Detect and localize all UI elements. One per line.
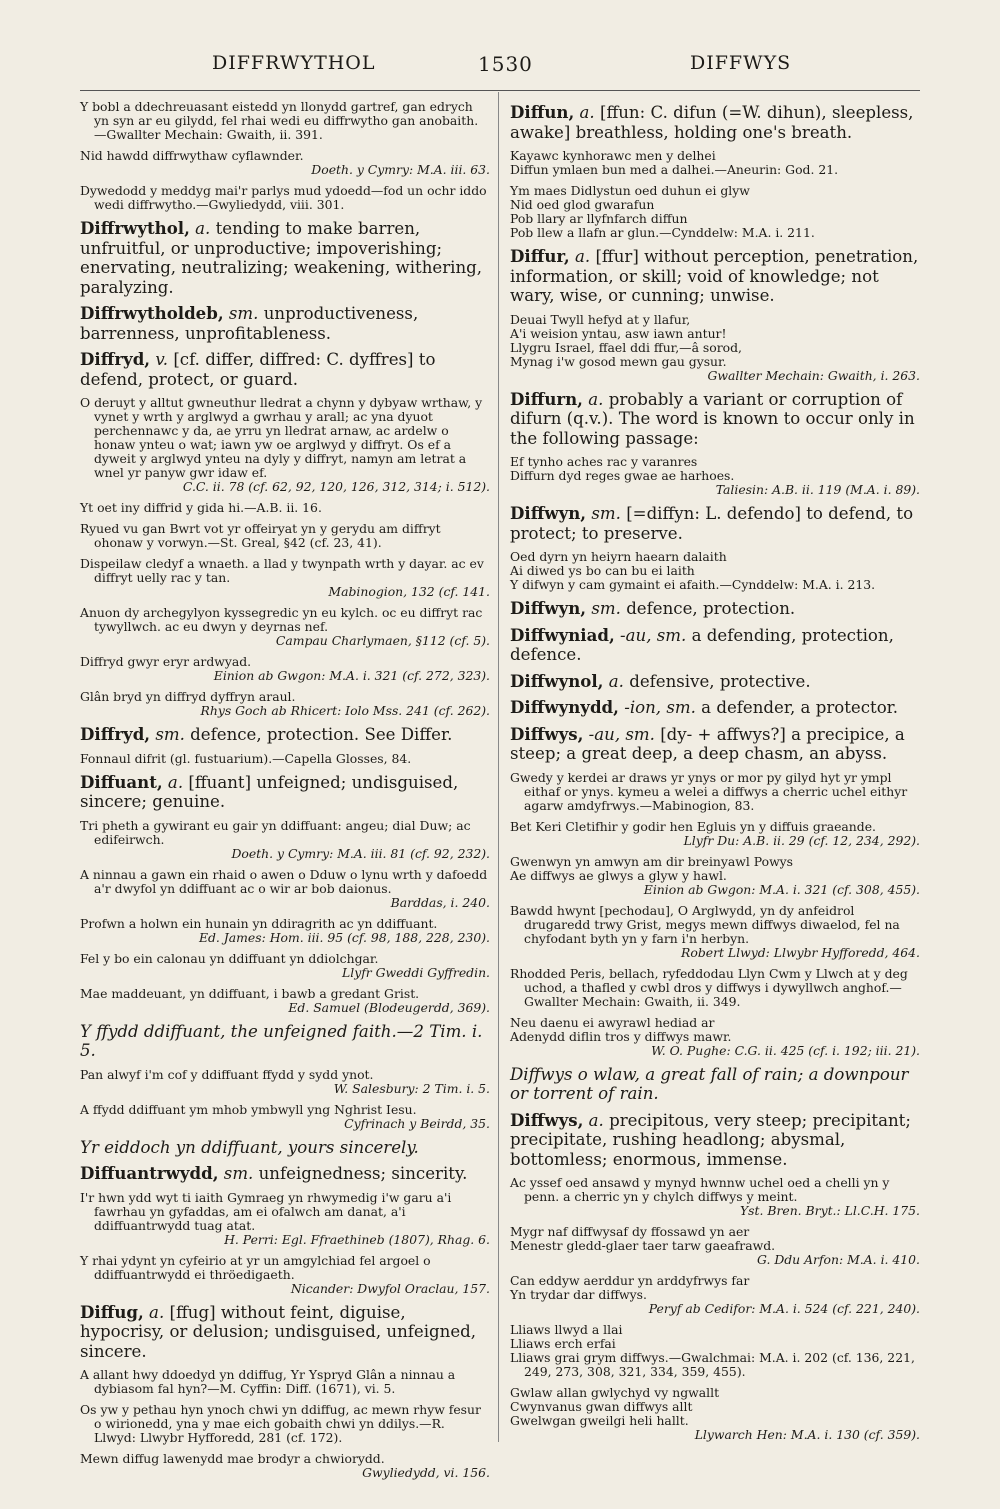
citation-source: Doeth. y Cymry: M.A. iii. 63. <box>311 162 490 177</box>
entry-definition: unproductiveness, barrenness, unprofitableness. <box>80 304 419 343</box>
citation-line: Mynag i'w gosod mewn gau gysur. <box>510 353 727 369</box>
dictionary-entry <box>80 304 490 343</box>
citation <box>80 149 490 177</box>
dictionary-entry <box>80 725 490 745</box>
citation-source: Peryf ab Cedifor: M.A. i. 524 (cf. 221, 240). <box>648 1301 920 1316</box>
citation-line: A'i weision yntau, asw iawn antur! <box>510 325 727 341</box>
citation-line: Adenydd diflin tros y diffwys mawr. <box>510 1028 732 1044</box>
citation-line: Nid hawdd diffrwythaw cyflawnder. <box>80 148 304 163</box>
citation <box>510 820 920 848</box>
citation <box>80 690 490 718</box>
citation-source: Ed. Samuel (Blodeugerdd, 369). <box>288 999 490 1015</box>
entry-definition: [=diffyn: L. defendo] to defend, to protect; to preserve. <box>510 504 914 543</box>
citation-line: Tri pheth a gywirant eu gair yn ddiffuant: angeu; dial Duw; ac edifeirwch. <box>80 817 471 847</box>
entry-definition: defence, protection. See Differ. <box>190 725 453 744</box>
citation-line: Bet Keri Cletifhir y godir hen Egluis yn y diffuis graeande. <box>510 818 876 834</box>
citation-line: Ef tynho aches rac y varanres <box>510 454 698 469</box>
entry-part-of-speech: sm. <box>223 1164 254 1183</box>
citation-line: Bawdd hwynt [pechodau], O Arglwydd, yn dy anfeidrol drugaredd trwy Grist, megys mewn diffwys diwaelod, fel na chyfodant byth yn y farn i'n herbyn. <box>510 902 900 946</box>
entry-part-of-speech: -au, sm. <box>588 724 655 744</box>
citation-source: H. Perri: Egl. Ffraethineb (1807), Rhag. 6. <box>224 1231 490 1247</box>
citation <box>80 606 490 648</box>
citation-source: Gwallter Mechain: Gwaith, i. 263. <box>707 367 920 383</box>
citation-line: Dispeilaw cledyf a wnaeth. a llad y twynpath wrth y dayar. ac ev diffryt uelly rac y tan. <box>80 556 484 585</box>
citation <box>80 557 490 599</box>
entry-headword: Diffwys, <box>510 723 584 744</box>
running-head-right: DIFFWYS <box>690 52 792 74</box>
entry-headword: Diffwyn, <box>510 598 587 618</box>
citation <box>510 1386 920 1442</box>
citation-line: I'r hwn ydd wyt ti iaith Gymraeg yn rhwymedig i'w garu a'i fawrhau yn gyfaddas, am ei ofalwch am danat, a'i ddiffuantrwydd tuag atat. <box>80 1189 452 1233</box>
citation <box>80 1068 490 1096</box>
running-head-left: DIFFRWYTHOL <box>212 52 376 74</box>
citation-line: Fonnaul difrit (gl. fustuarium).—Capella Glosses, 84. <box>80 750 412 766</box>
citation-line: Lliaws grai grym diffwys.—Gwalchmai: M.A. i. 202 (cf. 136, 221, 249, 273, 308, 321, 334, 359, 455). <box>510 1350 915 1379</box>
citation-source: Taliesin: A.B. ii. 119 (M.A. i. 89). <box>715 482 920 497</box>
column-divider <box>498 92 499 1442</box>
entry-headword: Diffryd, <box>80 724 151 744</box>
citation <box>510 149 920 177</box>
citation-source: W. O. Pughe: C.G. ii. 425 (cf. i. 192; iii. 21). <box>651 1042 920 1058</box>
entry-definition: [dy- + affwys?] a precipice, a steep; a great deep, a deep chasm, an abyss. <box>510 724 905 763</box>
citation <box>80 1452 490 1480</box>
entry-headword: Diffug, <box>80 1301 144 1322</box>
citation-source: Yst. Bren. Bryt.: Ll.C.H. 175. <box>739 1203 920 1218</box>
citation-source: W. Salesbury: 2 Tim. i. 5. <box>333 1080 490 1096</box>
citation-source: Barddas, i. 240. <box>390 894 490 910</box>
citation <box>80 868 490 910</box>
citation-source: Ed. James: Hom. iii. 95 (cf. 98, 188, 228, 230). <box>198 929 490 945</box>
citation-line: Os yw y pethau hyn ynoch chwi yn ddiffug, ac mewn rhyw fesur o wirionedd, yna y mae eich gobaith chwi yn ddilys.—R. Llwyd: Llwybr Hyfforedd, 281 (cf. 172). <box>80 1402 481 1445</box>
dictionary-entry <box>80 350 490 389</box>
citation-line: Y difwyn y cam gymaint ei afaith.—Cynddelw: M.A. i. 213. <box>510 577 876 592</box>
citation-source: Cyfrinach y Beirdd, 35. <box>344 1115 490 1131</box>
citation-line: Rhodded Peris, bellach, ryfeddodau Llyn Cwm y Llwch at y deg uchod, a thafled y cwbl dros y diffwys i dywyllwch anghof.—Gwallter Mechain: Gwaith, ii. 349. <box>510 965 908 1009</box>
citation-source: Robert Llwyd: Llwybr Hyfforedd, 464. <box>681 944 920 960</box>
citation-line: Menestr gledd-glaer taer tarw gaeafrawd. <box>510 1238 776 1253</box>
citation-source: Einion ab Gwgon: M.A. i. 321 (cf. 272, 323). <box>213 668 490 683</box>
entry-part-of-speech: v. <box>155 350 169 369</box>
dictionary-entry <box>510 504 920 543</box>
citation <box>80 1254 490 1296</box>
citation <box>510 1176 920 1218</box>
citation-line: Kayawc kynhorawc men y delhei <box>510 148 716 163</box>
citation-line: O deruyt y alltut gwneuthur lledrat a chynn y dybyaw wrthaw, y vynet y wrth y arglwyd a gwrhau y arall; ac yna dyuot perchennawc y da, ae yrru yn lledrat arnaw, ac ardelw o honaw ynteu o wat; iawn yw oe arglwyd y diffryt. Os ef a dyweit y arglwyd ynteu na dyly y diffryt, namyn am letrat a wnel yr panyw gwr idaw ef. <box>80 395 483 480</box>
entry-definition: defence, protection. <box>626 599 796 618</box>
entry-headword: Diffur, <box>510 246 570 266</box>
entry-definition: [ffun: C. difun (=W. dihun), sleepless, awake] breathless, holding one's breath. <box>510 103 914 142</box>
citation <box>510 455 920 497</box>
entry-headword: Diffwys, <box>510 1109 584 1130</box>
citation-source: G. Ddu Arfon: M.A. i. 410. <box>756 1252 920 1267</box>
dictionary-entry <box>510 672 920 692</box>
citation-line: Yn trydar dar diffwys. <box>510 1287 647 1302</box>
phrase-entry: Diffwys o wlaw, a great fall of rain; a downpour or torrent of rain. <box>510 1064 909 1103</box>
entry-definition: [cf. differ, diffred: C. dyffres] to defend, protect, or guard. <box>80 350 436 389</box>
citation-line: Cwynvanus gwan diffwys allt <box>510 1399 693 1414</box>
phrase-entry: Y ffydd ddiffuant, the unfeigned faith.—2 Tim. i. 5. <box>80 1021 483 1060</box>
entry-headword: Diffuantrwydd, <box>80 1163 219 1183</box>
entry-part-of-speech: a. <box>574 247 591 266</box>
entry-headword: Diffwyniad, <box>510 624 615 645</box>
citation <box>510 771 920 813</box>
dictionary-entry <box>510 247 920 306</box>
citation <box>510 184 920 240</box>
citation-line: Fel y bo ein calonau yn ddiffuant yn ddiolchgar. <box>80 950 379 966</box>
entry-definition: defensive, protective. <box>629 671 811 691</box>
entry-headword: Diffrwytholdeb, <box>80 303 224 323</box>
citation-line: Pob llew a llafn ar glun.—Cynddelw: M.A. i. 211. <box>510 225 815 240</box>
citation-line: A allant hwy ddoedyd yn ddiffug, Yr Yspryd Glân a ninnau a dybiasom fal hyn?—M. Cyffin: Diff. (1671), vi. 5. <box>80 1367 456 1396</box>
citation-line: Nid oed glod gwarafun <box>510 197 655 212</box>
citation-line: Neu daenu ei awyrawl hediad ar <box>510 1014 715 1030</box>
entry-headword: Diffuant, <box>80 771 163 792</box>
dictionary-entry <box>80 1303 490 1362</box>
entry-definition: [ffuant] unfeigned; undisguised, sincere; genuine. <box>80 772 459 811</box>
right-column <box>510 100 920 1445</box>
dictionary-entry <box>510 103 920 142</box>
citation <box>80 987 490 1015</box>
citation <box>80 1191 490 1247</box>
citation-line: Mae maddeuant, yn ddiffuant, i bawb a gredant Grist. <box>80 985 420 1001</box>
entry-headword: Diffwynydd, <box>510 697 619 717</box>
citation <box>510 967 920 1009</box>
entry-definition: [ffur] without perception, penetration, information, or skill; void of knowledge; not wary, wise, or cunning; unwise. <box>510 247 919 305</box>
entry-headword: Diffurn, <box>510 388 583 409</box>
page-number: 1530 <box>478 52 533 76</box>
dictionary-entry <box>510 698 920 718</box>
entry-part-of-speech: a. <box>195 219 211 238</box>
citation <box>80 917 490 945</box>
citation-source: Gwyliedydd, vi. 156. <box>362 1465 490 1480</box>
citation <box>510 1225 920 1267</box>
citation <box>80 1103 490 1131</box>
entry-part-of-speech: -ion, sm. <box>624 698 696 717</box>
citation <box>80 952 490 980</box>
citation-line: Llygru Israel, ffael ddi ffur,—â sorod, <box>510 339 742 355</box>
left-column <box>80 99 490 1480</box>
citation-line: Gwedy y kerdei ar draws yr ynys or mor py gilyd hyt yr ympl eithaf or ynys. kymeu a welei a diffwys a cherric uchel eithyr agarw amdyfrwys.—Mabinogion, 83. <box>510 769 908 813</box>
citation-line: Dywedodd y meddyg mai'r parlys mud ydoedd—fod un ochr iddo wedi diffrwytho.—Gwyliedydd, viii. 301. <box>80 183 487 212</box>
dictionary-entry <box>80 1164 490 1184</box>
citation-line: Diffun ymlaen bun med a dalhei.—Aneurin: God. 21. <box>510 162 839 177</box>
entry-part-of-speech: a. <box>608 671 624 691</box>
citation-line: Ac yssef oed ansawd y mynyd hwnnw uchel oed a chelli yn y penn. a cherric yn y chylch diffwys y meint. <box>510 1175 890 1204</box>
citation-line: Pan alwyf i'm cof y ddiffuant ffydd y sydd ynot. <box>80 1066 374 1082</box>
entry-definition: tending to make barren, unfruitful, or unproductive; impoverishing; enervating, neutralizing; weakening, withering, paralyzing. <box>80 219 483 297</box>
entry-part-of-speech: a. <box>167 772 184 792</box>
citation-source: Nicander: Dwyfol Oraclau, 157. <box>290 1280 490 1296</box>
citation-source: Doeth. y Cymry: M.A. iii. 81 (cf. 92, 232). <box>231 845 490 861</box>
entry-part-of-speech: sm. <box>591 504 621 523</box>
entry-headword: Diffun, <box>510 102 575 122</box>
dictionary-entry <box>80 219 490 297</box>
citation <box>510 1016 920 1058</box>
citation <box>80 396 490 494</box>
citation-line: Glân bryd yn diffryd dyffryn araul. <box>80 689 296 704</box>
entry-headword: Diffryd, <box>80 349 151 369</box>
entry-definition: [ffug] without feint, diguise, hypocrisy, or delusion; undisguised, unfeigned, sincere. <box>80 1302 477 1361</box>
citation-line: Gwelwgan gweilgi heli hallt. <box>510 1413 689 1428</box>
entry-definition: a defending, protection, defence. <box>510 625 894 664</box>
citation-line: Pob llary ar llyfnfarch diffun <box>510 211 688 226</box>
citation <box>80 501 490 515</box>
entry-definition: unfeignedness; sincerity. <box>258 1164 468 1183</box>
citation-source: Mabinogion, 132 (cf. 141. <box>328 584 490 599</box>
citation <box>510 550 920 592</box>
citation-line: Y rhai ydynt yn cyfeirio at yr un amgylchiad fel argoel o ddiffuantrwydd ei thröedigaeth. <box>80 1252 431 1282</box>
citation <box>80 184 490 212</box>
citation-source: Rhys Goch ab Rhicert: Iolo Mss. 241 (cf. 262). <box>200 703 490 718</box>
citation-line: Ae diffwys ae glwys a glyw y hawl. <box>510 867 727 883</box>
citation <box>80 1368 490 1396</box>
citation-line: Diffurn dyd reges gwae ae harhoes. <box>510 468 735 483</box>
citation-line: Can eddyw aerddur yn arddyfrwys far <box>510 1273 750 1288</box>
citation <box>80 100 490 142</box>
citation-line: Ym maes Didlystun oed duhun ei glyw <box>510 183 750 198</box>
citation <box>80 522 490 550</box>
citation-line: A ninnau a gawn ein rhaid o awen o Dduw o lynu wrth y dafoedd a'r dwyfol yn ddiffuant ac o wir ar bob daionus. <box>80 866 488 896</box>
header-rule <box>80 90 920 91</box>
citation-line: Anuon dy archegylyon kyssegredic yn eu kylch. oc eu diffryt rac tywyllwch. ac eu dwyn y deyrnas nef. <box>80 605 483 634</box>
citation-line: Mygr naf diffwysaf dy ffossawd yn aer <box>510 1224 750 1239</box>
entry-part-of-speech: a. <box>579 103 595 122</box>
citation <box>510 1274 920 1316</box>
citation-source: Llyfr Du: A.B. ii. 29 (cf. 12, 234, 292). <box>683 832 920 848</box>
citation-line: Gwlaw allan gwlychyd vy ngwallt <box>510 1385 720 1400</box>
entry-definition: precipitous, very steep; precipitant; precipitate, rushing headlong; abysmal, bottomless; enormous, immense. <box>510 1110 911 1169</box>
entry-part-of-speech: -au, sm. <box>620 625 687 645</box>
citation-line: Lliaws erch erfai <box>510 1336 616 1351</box>
entry-definition: probably a variant or corruption of difurn (q.v.). The word is known to occur only in the following passage: <box>510 389 915 448</box>
dictionary-entry <box>510 390 920 449</box>
dictionary-entry <box>510 1111 920 1170</box>
dictionary-entry <box>510 626 920 665</box>
entry-part-of-speech: a. <box>588 389 604 409</box>
citation <box>80 819 490 861</box>
citation <box>510 904 920 960</box>
citation-line: Ai diwed ys bo can bu ei laith <box>510 563 695 578</box>
citation-source: Einion ab Gwgon: M.A. i. 321 (cf. 308, 455). <box>643 881 920 897</box>
phrase-entry: Yr eiddoch yn ddiffuant, yours sincerely. <box>80 1137 419 1157</box>
citation <box>80 1403 490 1445</box>
citation-source: Llyfr Gweddi Gyffredin. <box>342 964 490 980</box>
entry-part-of-speech: a. <box>588 1110 604 1130</box>
citation <box>510 313 920 383</box>
entry-definition: a defender, a protector. <box>701 698 899 717</box>
citation-line: Mewn diffug lawenydd mae brodyr a chwiorydd. <box>80 1451 385 1466</box>
citation <box>510 1323 920 1379</box>
citation-line: Lliaws llwyd a llai <box>510 1322 623 1337</box>
citation <box>80 655 490 683</box>
entry-part-of-speech: a. <box>149 1302 165 1322</box>
citation-line: A ffydd ddiffuant ym mhob ymbwyll yng Nghrist Iesu. <box>80 1101 417 1117</box>
entry-headword: Diffwyn, <box>510 503 587 523</box>
citation <box>510 855 920 897</box>
citation-line: Oed dyrn yn heiyrn haearn dalaith <box>510 549 727 564</box>
citation-line: Profwn a holwn ein hunain yn ddiragrith ac yn ddiffuant. <box>80 915 438 931</box>
entry-part-of-speech: sm. <box>591 599 621 618</box>
citation-line: Yt oet iny diffrid y gida hi.—A.B. ii. 16. <box>80 500 322 515</box>
citation-source: Campau Charlymaen, §112 (cf. 5). <box>275 633 490 648</box>
citation-line: Diffryd gwyr eryr ardwyad. <box>80 654 252 669</box>
dictionary-entry <box>510 599 920 619</box>
entry-part-of-speech: sm. <box>228 304 259 323</box>
citation <box>80 752 490 766</box>
citation-line: Gwenwyn yn amwyn am dir breinyawl Powys <box>510 853 794 869</box>
citation-line: Y bobl a ddechreuasant eistedd yn llonydd gartref, gan edrych yn syn ar eu gilydd, fel rhai wedi eu diffrwytho gan anobaith.—Gwallter Mechain: Gwaith, ii. 391. <box>80 99 479 142</box>
entry-headword: Diffrwythol, <box>80 218 190 238</box>
citation-line: Deuai Twyll hefyd at y llafur, <box>510 311 691 327</box>
citation-source: C.C. ii. 78 (cf. 62, 92, 120, 126, 312, 314; i. 512). <box>182 479 490 494</box>
citation-line: Ryued vu gan Bwrt vot yr offeiryat yn y gerydu am diffryt ohonaw y vorwyn.—St. Greal, §42 (cf. 23, 41). <box>80 521 441 550</box>
entry-headword: Diffwynol, <box>510 670 604 691</box>
citation-source: Llywarch Hen: M.A. i. 130 (cf. 359). <box>694 1427 920 1442</box>
dictionary-entry <box>80 773 490 812</box>
dictionary-entry <box>510 725 920 764</box>
entry-part-of-speech: sm. <box>155 725 185 744</box>
